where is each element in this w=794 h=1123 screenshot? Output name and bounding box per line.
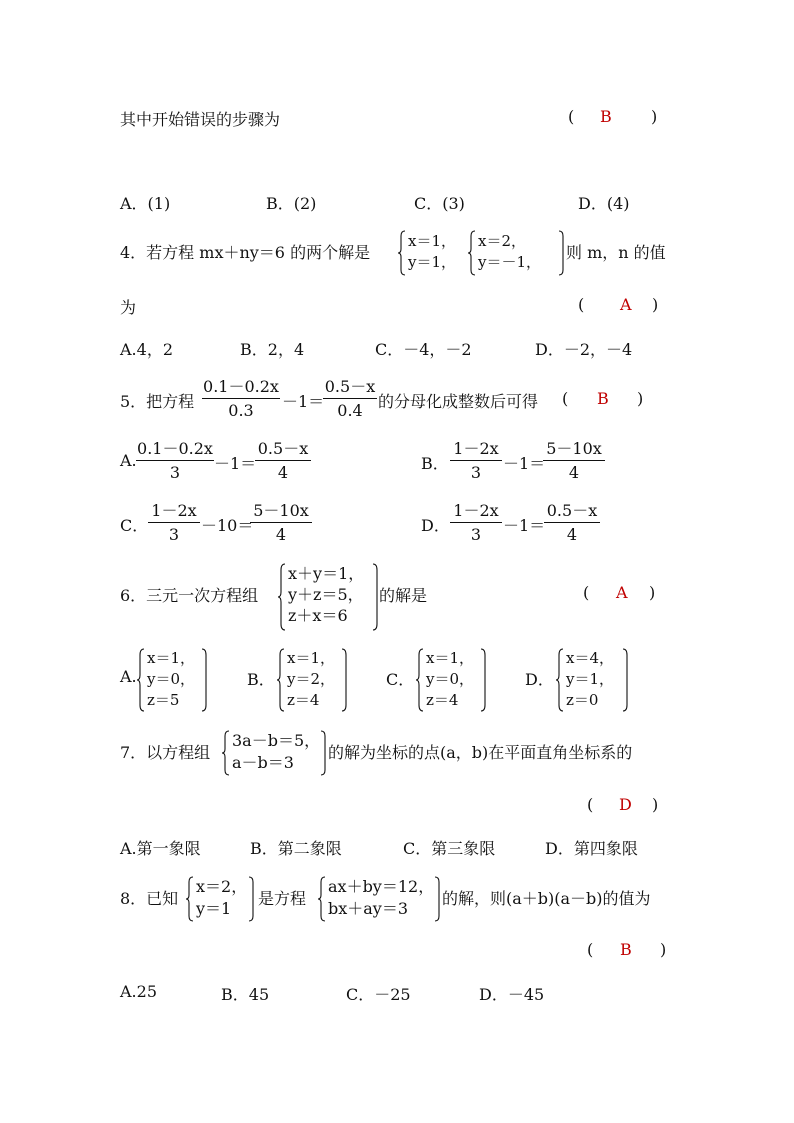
sys-line-3: z＝5 <box>147 691 180 709</box>
left-brace-icon <box>137 648 145 712</box>
q4-stem-start: 4．若方程 mx＋ny＝6 的两个解是 <box>120 243 371 262</box>
q7-sys-line-2: a－b＝3 <box>232 753 294 772</box>
q3-paren-right: ) <box>651 107 658 126</box>
right-brace-icon <box>201 648 209 712</box>
q3-answer: B <box>600 107 612 126</box>
q6-sys-line-2: y＋z＝5， <box>288 585 364 604</box>
q6-system <box>278 563 382 631</box>
q8-stem-mid: 是方程 <box>258 889 307 908</box>
q5-stem-start: 5．把方程 <box>120 392 195 411</box>
numerator: 1－2x <box>450 500 502 523</box>
q5-equals: －1＝ <box>282 392 325 411</box>
sys-line-1: x＝1， <box>287 649 336 667</box>
q5-option-a-equals: －1＝ <box>214 454 257 473</box>
left-brace-icon <box>278 563 286 631</box>
sys-line-2: y＝0， <box>426 670 475 688</box>
q3-paren-left: ( <box>568 107 575 126</box>
left-brace-icon <box>186 876 194 922</box>
q7-sys-line-1: 3a－b＝5， <box>232 731 321 750</box>
left-brace-icon <box>416 648 424 712</box>
q5-f1-denominator: 0.3 <box>228 401 254 420</box>
q4-sys1-line-2: y＝1， <box>408 253 457 271</box>
left-brace-icon <box>222 730 230 776</box>
denominator: 4 <box>566 525 578 544</box>
denominator: 4 <box>275 525 287 544</box>
denominator: 3 <box>470 525 482 544</box>
q5-option-b-equals: －1＝ <box>503 454 546 473</box>
sys-line-3: z＝4 <box>426 691 459 709</box>
q4-stem-end: 则 m，n 的值 <box>566 243 666 262</box>
q7-paren-left: ( <box>587 795 594 814</box>
q6-option-a-label: A. <box>120 667 137 686</box>
sys-line-1: x＝1， <box>426 649 475 667</box>
q4-stem-line-2: 为 <box>120 298 137 317</box>
q4-sys2-line-2: y＝－1， <box>478 253 542 271</box>
q5-fraction-1 <box>202 376 280 423</box>
q8-sys1-line-1: x＝2， <box>196 877 248 896</box>
q7-option-b: B．第二象限 <box>250 839 342 858</box>
sys-line-3: z＝4 <box>287 691 320 709</box>
denominator: 4 <box>568 463 580 482</box>
numerator: 5－10x <box>250 500 312 523</box>
q4-system-1 <box>398 230 468 276</box>
q6-stem-end: 的解是 <box>379 586 428 605</box>
q8-system-2 <box>318 876 442 922</box>
q5-option-c-label: C． <box>120 516 149 535</box>
q5-option-b-fraction-1 <box>450 438 502 485</box>
q6-option-d-system <box>556 648 630 712</box>
q6-option-c-system <box>416 648 488 712</box>
q3-option-d: D．(4) <box>578 194 630 213</box>
numerator: 1－2x <box>450 438 502 461</box>
numerator: 0.5－x <box>544 500 600 523</box>
q5-fraction-2 <box>323 376 377 423</box>
q3-stem: 其中开始错误的步骤为 <box>120 110 281 129</box>
q3-option-c: C．(3) <box>414 194 465 213</box>
q5-option-d-label: D． <box>421 516 450 535</box>
right-brace-icon <box>434 876 442 922</box>
q4-option-d: D．－2，－4 <box>535 340 633 359</box>
q6-answer: A <box>616 583 628 602</box>
q4-sys2-line-1: x＝2， <box>478 232 527 250</box>
q7-stem-start: 7．以方程组 <box>120 743 211 762</box>
q6-option-b-system <box>277 648 349 712</box>
right-brace-icon <box>320 730 328 776</box>
q4-paren-right: ) <box>652 295 659 314</box>
q7-paren-right: ) <box>652 795 659 814</box>
right-brace-icon <box>248 876 256 922</box>
left-brace-icon <box>398 230 406 276</box>
q5-option-a-fraction-2 <box>255 438 311 485</box>
q7-stem-end: 的解为坐标的点(a，b)在平面直角坐标系的 <box>328 743 633 762</box>
q6-sys-line-1: x＋y＝1， <box>288 564 365 583</box>
right-brace-icon <box>558 230 566 276</box>
right-brace-icon <box>622 648 630 712</box>
numerator: 0.1－0.2x <box>136 438 214 461</box>
q3-option-b: B．(2) <box>266 194 317 213</box>
q5-option-d-equals: －1＝ <box>503 516 546 535</box>
q4-option-c: C．－4，－2 <box>375 340 472 359</box>
q8-stem-end: 的解，则(a＋b)(a－b)的值为 <box>442 889 651 908</box>
numerator: 1－2x <box>148 500 200 523</box>
left-brace-icon <box>468 230 476 276</box>
q5-f2-numerator: 0.5－x <box>323 376 377 399</box>
q3-option-a: A．(1) <box>120 194 171 213</box>
q7-system <box>222 730 328 776</box>
q4-sys1-line-1: x＝1， <box>408 232 457 250</box>
q5-paren-right: ) <box>637 389 644 408</box>
q5-f2-denominator: 0.4 <box>337 401 363 420</box>
q7-answer: D <box>619 795 632 814</box>
q4-option-b: B．2，4 <box>240 340 305 359</box>
sys-line-2: y＝2， <box>287 670 336 688</box>
q5-option-d-fraction-2 <box>544 500 600 547</box>
sys-line-2: y＝1， <box>566 670 615 688</box>
q5-option-c-fraction-1 <box>148 500 200 547</box>
q8-option-b: B．45 <box>221 985 270 1004</box>
q5-option-b-fraction-2 <box>543 438 605 485</box>
numerator: 0.5－x <box>255 438 311 461</box>
q5-option-a-label: A. <box>120 451 137 470</box>
q6-option-d-label: D． <box>525 670 554 689</box>
q8-stem-start: 8．已知 <box>120 889 179 908</box>
right-brace-icon <box>480 648 488 712</box>
q5-option-d-fraction-1 <box>450 500 502 547</box>
q7-option-c: C．第三象限 <box>403 839 496 858</box>
q4-paren-left: ( <box>578 295 585 314</box>
q5-option-c-equals: －10＝ <box>201 516 254 535</box>
sys-line-3: z＝0 <box>566 691 599 709</box>
q6-sys-line-3: z＋x＝6 <box>288 606 348 625</box>
q6-paren-right: ) <box>649 583 656 602</box>
q5-stem-end: 的分母化成整数后可得 <box>378 392 539 411</box>
q5-option-a-fraction-1 <box>136 438 214 485</box>
denominator: 3 <box>470 463 482 482</box>
sys-line-1: x＝1， <box>147 649 196 667</box>
q8-system-1 <box>186 876 256 922</box>
left-brace-icon <box>277 648 285 712</box>
q5-f1-numerator: 0.1－0.2x <box>202 376 280 399</box>
q6-option-b-label: B． <box>247 670 275 689</box>
q7-option-a: A.第一象限 <box>120 839 201 858</box>
q8-paren-right: ) <box>660 940 667 959</box>
q5-paren-left: ( <box>562 389 569 408</box>
q6-option-a-system <box>137 648 209 712</box>
denominator: 4 <box>277 463 289 482</box>
q6-stem-start: 6．三元一次方程组 <box>120 586 259 605</box>
denominator: 3 <box>168 525 180 544</box>
sys-line-2: y＝0， <box>147 670 196 688</box>
q5-option-b-label: B． <box>421 454 449 473</box>
q8-paren-left: ( <box>587 940 594 959</box>
q4-answer: A <box>620 295 632 314</box>
left-brace-icon <box>318 876 326 922</box>
q8-sys1-line-2: y＝1 <box>196 899 232 918</box>
q4-option-a: A.4，2 <box>120 340 174 359</box>
numerator: 5－10x <box>543 438 605 461</box>
q8-sys2-line-2: bx＋ay＝3 <box>328 899 409 918</box>
q8-sys2-line-1: ax＋by＝12， <box>328 877 435 896</box>
denominator: 3 <box>169 463 181 482</box>
q7-option-d: D．第四象限 <box>545 839 638 858</box>
q4-system-2 <box>468 230 568 276</box>
q5-answer: B <box>597 389 609 408</box>
q8-option-a: A.25 <box>120 982 157 1001</box>
right-brace-icon <box>341 648 349 712</box>
q6-option-c-label: C． <box>386 670 415 689</box>
q8-answer: B <box>620 940 632 959</box>
left-brace-icon <box>556 648 564 712</box>
sys-line-1: x＝4， <box>566 649 615 667</box>
q5-option-c-fraction-2 <box>250 500 312 547</box>
q8-option-c: C．－25 <box>346 985 411 1004</box>
q8-option-d: D．－45 <box>479 985 545 1004</box>
q6-paren-left: ( <box>583 583 590 602</box>
